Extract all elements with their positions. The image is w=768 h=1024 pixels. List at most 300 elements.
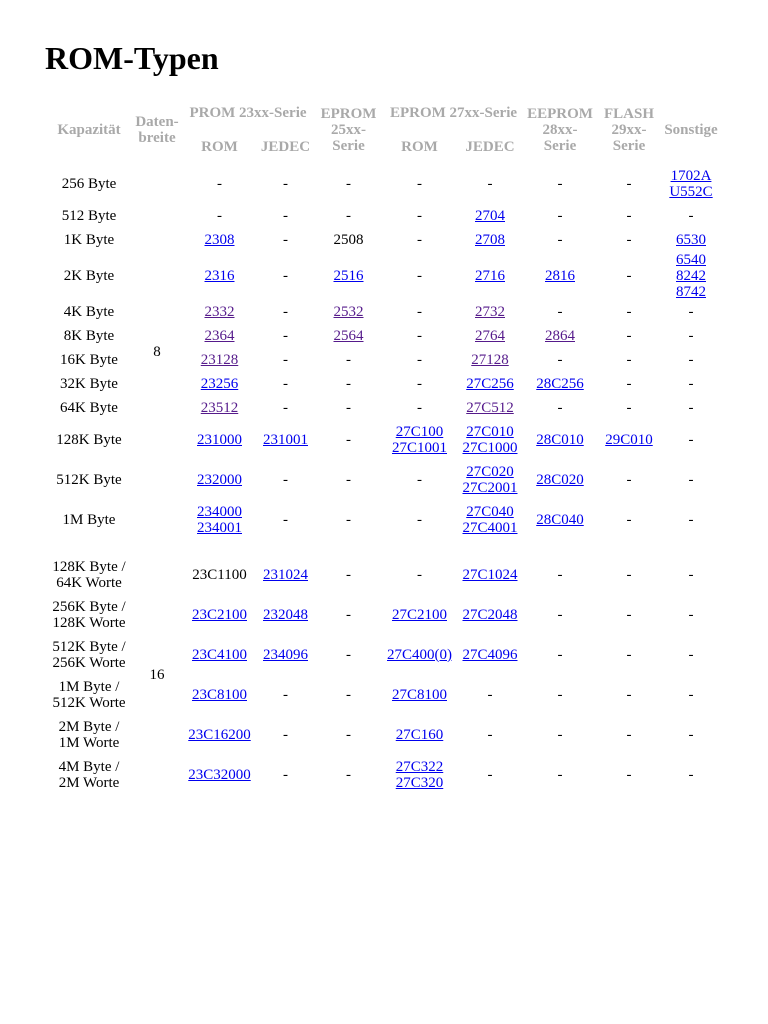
capacity-text: 4M Byte / bbox=[58, 759, 120, 775]
cell-sonstige bbox=[662, 348, 720, 372]
capacity-cell bbox=[46, 396, 132, 420]
cell-sonstige bbox=[662, 204, 720, 228]
cell-eprom27-jedec bbox=[456, 252, 524, 300]
table-body bbox=[46, 164, 720, 795]
cell-line bbox=[314, 328, 383, 344]
cell-prom-jedec bbox=[257, 460, 314, 500]
capacity-text: 8K Byte bbox=[63, 328, 115, 344]
capacity-text: 512K Byte / bbox=[52, 639, 126, 655]
cell-eprom27-rom bbox=[383, 252, 456, 300]
chip-link[interactable]: 2864 bbox=[545, 328, 575, 344]
chip-link[interactable]: 6530 bbox=[676, 232, 706, 248]
empty-dash: - bbox=[626, 352, 632, 368]
cell-line bbox=[383, 440, 456, 456]
cell-flash29 bbox=[596, 228, 662, 252]
cell-line bbox=[456, 232, 524, 248]
chip-link[interactable]: 2716 bbox=[475, 268, 505, 284]
chip-link[interactable]: 23C32000 bbox=[188, 767, 251, 783]
cell-flash29 bbox=[596, 300, 662, 324]
empty-dash: - bbox=[557, 567, 563, 583]
chip-link[interactable]: 231000 bbox=[197, 432, 242, 448]
chip-link[interactable]: 2516 bbox=[333, 268, 364, 284]
cell-line bbox=[456, 480, 524, 496]
cell-line bbox=[383, 687, 456, 703]
empty-dash: - bbox=[557, 767, 563, 783]
cell-eeprom28 bbox=[524, 635, 596, 675]
empty-dash: - bbox=[688, 432, 694, 448]
chip-link[interactable]: 27C040 bbox=[466, 504, 514, 520]
cell-line bbox=[456, 424, 524, 440]
capacity-cell bbox=[46, 228, 132, 252]
cell-prom-jedec bbox=[257, 396, 314, 420]
cell-prom-rom bbox=[182, 252, 257, 300]
chip-link[interactable]: 2308 bbox=[204, 232, 235, 248]
cell-line bbox=[524, 376, 596, 392]
empty-dash: - bbox=[688, 567, 694, 583]
header-eprom27-rom: ROM bbox=[401, 139, 438, 155]
empty-dash: - bbox=[417, 472, 422, 488]
cell-eeprom28 bbox=[524, 204, 596, 228]
cell-eprom27-rom bbox=[383, 595, 456, 635]
chip-link[interactable]: 23256 bbox=[200, 376, 239, 392]
cell-prom-jedec bbox=[257, 372, 314, 396]
cell-eprom27-rom bbox=[383, 460, 456, 500]
cell-line bbox=[257, 567, 314, 583]
cell-eeprom28 bbox=[524, 164, 596, 204]
empty-dash: - bbox=[346, 687, 351, 703]
cell-line bbox=[383, 727, 456, 743]
header-flash-29xx: FLASH 29xx- Serie bbox=[603, 106, 654, 154]
cell-line bbox=[182, 304, 257, 320]
empty-dash: - bbox=[557, 232, 563, 248]
chip-link[interactable]: 234000 bbox=[197, 504, 242, 520]
empty-dash: - bbox=[346, 432, 351, 448]
empty-dash: - bbox=[217, 176, 222, 192]
capacity-text: 512K Worte bbox=[52, 695, 126, 711]
empty-dash: - bbox=[626, 328, 632, 344]
cell-prom-rom bbox=[182, 460, 257, 500]
cell-eprom25 bbox=[314, 755, 383, 795]
cell-line bbox=[662, 168, 720, 184]
cell-line bbox=[257, 607, 314, 623]
empty-dash: - bbox=[688, 727, 694, 743]
cell-prom-rom bbox=[182, 228, 257, 252]
cell-eprom27-jedec bbox=[456, 420, 524, 460]
cell-prom-jedec bbox=[257, 595, 314, 635]
cell-flash29 bbox=[596, 204, 662, 228]
empty-dash: - bbox=[626, 607, 632, 623]
cell-line bbox=[456, 268, 524, 284]
cell-prom-rom bbox=[182, 420, 257, 460]
empty-dash: - bbox=[626, 512, 632, 528]
empty-dash: - bbox=[626, 376, 632, 392]
cell-text: 23C1100 bbox=[192, 567, 247, 583]
cell-prom-jedec bbox=[257, 635, 314, 675]
cell-line bbox=[182, 767, 257, 783]
cell-sonstige bbox=[662, 396, 720, 420]
empty-dash: - bbox=[688, 607, 694, 623]
empty-dash: - bbox=[626, 567, 632, 583]
capacity-text: 128K Byte bbox=[56, 432, 122, 448]
chip-link[interactable]: 2364 bbox=[204, 328, 235, 344]
cell-prom-rom bbox=[182, 755, 257, 795]
cell-line bbox=[524, 512, 596, 528]
capacity-text: 1K Byte bbox=[63, 232, 115, 248]
empty-dash: - bbox=[417, 352, 422, 368]
capacity-cell bbox=[46, 300, 132, 324]
chip-link[interactable]: 2316 bbox=[204, 268, 235, 284]
capacity-text: 2K Byte bbox=[63, 268, 115, 284]
cell-prom-rom bbox=[182, 348, 257, 372]
empty-dash: - bbox=[487, 176, 493, 192]
cell-eprom27-jedec bbox=[456, 348, 524, 372]
chip-link[interactable]: 27C256 bbox=[466, 376, 514, 392]
capacity-cell bbox=[46, 755, 132, 795]
cell-line bbox=[182, 727, 257, 743]
cell-eprom27-rom bbox=[383, 396, 456, 420]
capacity-cell bbox=[46, 715, 132, 755]
capacity-cell bbox=[46, 324, 132, 348]
chip-link[interactable]: 23C16200 bbox=[188, 727, 251, 743]
chip-link[interactable]: 1702A bbox=[670, 168, 712, 184]
chip-link[interactable]: 27C020 bbox=[466, 464, 514, 480]
chip-link[interactable]: 2732 bbox=[475, 304, 505, 320]
cell-eprom27-jedec bbox=[456, 300, 524, 324]
chip-link[interactable]: 6540 bbox=[676, 252, 706, 268]
empty-dash: - bbox=[346, 567, 351, 583]
empty-dash: - bbox=[626, 472, 632, 488]
cell-prom-rom bbox=[182, 372, 257, 396]
cell-eprom27-rom bbox=[383, 635, 456, 675]
empty-dash: - bbox=[417, 512, 422, 528]
capacity-text: 16K Byte bbox=[60, 352, 118, 368]
capacity-cell bbox=[46, 252, 132, 300]
empty-dash: - bbox=[417, 567, 422, 583]
chip-link[interactable]: 2332 bbox=[204, 304, 235, 320]
cell-eprom27-rom bbox=[383, 372, 456, 396]
cell-line bbox=[257, 432, 314, 448]
capacity-cell bbox=[46, 675, 132, 715]
chip-link[interactable]: 28C256 bbox=[536, 376, 584, 392]
cell-line bbox=[383, 775, 456, 791]
header-eeprom-28xx: EEPROM 28xx- Serie bbox=[527, 106, 593, 154]
cell-prom-jedec bbox=[257, 348, 314, 372]
cell-flash29 bbox=[596, 164, 662, 204]
cell-sonstige bbox=[662, 595, 720, 635]
cell-prom-rom bbox=[182, 555, 257, 595]
table-row bbox=[46, 164, 720, 204]
chip-link[interactable]: 231024 bbox=[263, 567, 308, 583]
cell-line bbox=[182, 472, 257, 488]
empty-dash: - bbox=[283, 472, 288, 488]
cell-eprom27-jedec bbox=[456, 396, 524, 420]
cell-line bbox=[456, 567, 524, 583]
empty-dash: - bbox=[557, 687, 563, 703]
capacity-text: 32K Byte bbox=[60, 376, 118, 392]
empty-dash: - bbox=[626, 647, 632, 663]
cell-line bbox=[257, 647, 314, 663]
cell-prom-rom bbox=[182, 300, 257, 324]
cell-prom-jedec bbox=[257, 324, 314, 348]
empty-dash: - bbox=[688, 512, 694, 528]
chip-link[interactable]: 27C2048 bbox=[462, 607, 518, 623]
chip-link[interactable]: 27C512 bbox=[466, 400, 514, 416]
empty-dash: - bbox=[283, 376, 288, 392]
cell-line bbox=[182, 352, 257, 368]
chip-link[interactable]: 232048 bbox=[263, 607, 308, 623]
cell-prom-rom bbox=[182, 715, 257, 755]
chip-link[interactable]: 231001 bbox=[263, 432, 308, 448]
cell-text: 2508 bbox=[333, 232, 364, 248]
chip-link[interactable]: 27C4096 bbox=[462, 647, 518, 663]
cell-eprom27-rom bbox=[383, 300, 456, 324]
chip-link[interactable]: 27C320 bbox=[395, 775, 444, 791]
cell-prom-jedec bbox=[257, 715, 314, 755]
capacity-cell bbox=[46, 204, 132, 228]
header-datenbreite: Daten- breite bbox=[135, 114, 179, 146]
cell-line bbox=[456, 376, 524, 392]
cell-prom-rom bbox=[182, 675, 257, 715]
cell-sonstige bbox=[662, 252, 720, 300]
empty-dash: - bbox=[346, 176, 351, 192]
cell-eeprom28 bbox=[524, 252, 596, 300]
cell-eeprom28 bbox=[524, 372, 596, 396]
cell-eprom27-jedec bbox=[456, 675, 524, 715]
empty-dash: - bbox=[346, 727, 351, 743]
capacity-text: 512 Byte bbox=[61, 208, 117, 224]
empty-dash: - bbox=[283, 512, 288, 528]
chip-link[interactable]: 23C8100 bbox=[191, 687, 247, 703]
cell-prom-rom bbox=[182, 164, 257, 204]
chip-link[interactable]: 27C100 bbox=[395, 424, 444, 440]
capacity-text: 2M Worte bbox=[58, 775, 120, 791]
empty-dash: - bbox=[346, 607, 351, 623]
cell-sonstige bbox=[662, 675, 720, 715]
cell-eprom27-rom bbox=[383, 420, 456, 460]
chip-link[interactable]: 234096 bbox=[263, 647, 308, 663]
empty-dash: - bbox=[688, 687, 694, 703]
cell-eprom27-jedec bbox=[456, 715, 524, 755]
cell-prom-jedec bbox=[257, 500, 314, 540]
empty-dash: - bbox=[626, 767, 632, 783]
cell-line bbox=[383, 647, 456, 663]
empty-dash: - bbox=[283, 352, 288, 368]
cell-sonstige bbox=[662, 460, 720, 500]
cell-line bbox=[182, 328, 257, 344]
chip-link[interactable]: 27C4001 bbox=[462, 520, 518, 536]
empty-dash: - bbox=[688, 304, 694, 320]
capacity-text: 256K Worte bbox=[52, 655, 126, 671]
empty-dash: - bbox=[557, 607, 563, 623]
cell-eeprom28 bbox=[524, 755, 596, 795]
empty-dash: - bbox=[417, 208, 422, 224]
cell-eprom27-jedec bbox=[456, 324, 524, 348]
empty-dash: - bbox=[283, 687, 288, 703]
header-eprom-27xx: EPROM 27xx-Serie bbox=[389, 105, 518, 121]
cell-flash29 bbox=[596, 715, 662, 755]
cell-line bbox=[596, 432, 662, 448]
cell-line bbox=[456, 328, 524, 344]
chip-link[interactable]: 27C8100 bbox=[391, 687, 447, 703]
empty-dash: - bbox=[283, 268, 288, 284]
capacity-cell bbox=[46, 420, 132, 460]
cell-eeprom28 bbox=[524, 300, 596, 324]
cell-prom-rom bbox=[182, 595, 257, 635]
chip-link[interactable]: 2564 bbox=[333, 328, 364, 344]
capacity-text: 256 Byte bbox=[61, 176, 117, 192]
cell-prom-jedec bbox=[257, 675, 314, 715]
cell-eprom25 bbox=[314, 500, 383, 540]
chip-link[interactable]: 2816 bbox=[545, 268, 575, 284]
chip-link[interactable]: 232000 bbox=[197, 472, 242, 488]
cell-line bbox=[524, 268, 596, 284]
cell-eprom27-rom bbox=[383, 500, 456, 540]
empty-dash: - bbox=[346, 472, 351, 488]
cell-eeprom28 bbox=[524, 500, 596, 540]
chip-link[interactable]: 27C400(0) bbox=[387, 647, 452, 663]
empty-dash: - bbox=[346, 400, 351, 416]
cell-eeprom28 bbox=[524, 420, 596, 460]
empty-dash: - bbox=[283, 328, 288, 344]
cell-eprom25 bbox=[314, 300, 383, 324]
empty-dash: - bbox=[557, 727, 563, 743]
cell-prom-jedec bbox=[257, 252, 314, 300]
empty-dash: - bbox=[417, 268, 422, 284]
cell-sonstige bbox=[662, 555, 720, 595]
chip-link[interactable]: 27C1024 bbox=[462, 567, 518, 583]
cell-flash29 bbox=[596, 348, 662, 372]
chip-link[interactable]: 2704 bbox=[475, 208, 505, 224]
cell-eeprom28 bbox=[524, 348, 596, 372]
cell-sonstige bbox=[662, 500, 720, 540]
cell-sonstige bbox=[662, 420, 720, 460]
cell-prom-jedec bbox=[257, 755, 314, 795]
empty-dash: - bbox=[626, 208, 632, 224]
cell-line bbox=[456, 304, 524, 320]
cell-flash29 bbox=[596, 396, 662, 420]
page-title: ROM-Typen bbox=[45, 40, 219, 76]
empty-dash: - bbox=[688, 767, 694, 783]
capacity-cell bbox=[46, 555, 132, 595]
chip-link[interactable]: 27C010 bbox=[466, 424, 514, 440]
empty-dash: - bbox=[417, 400, 422, 416]
capacity-text: 64K Worte bbox=[56, 575, 122, 591]
empty-dash: - bbox=[283, 727, 288, 743]
cell-eprom27-rom bbox=[383, 755, 456, 795]
cell-eprom27-jedec bbox=[456, 635, 524, 675]
cell-line bbox=[182, 376, 257, 392]
cell-sonstige bbox=[662, 635, 720, 675]
cell-prom-rom bbox=[182, 500, 257, 540]
chip-link[interactable]: 28C010 bbox=[536, 432, 584, 448]
cell-sonstige bbox=[662, 372, 720, 396]
chip-link[interactable]: 234001 bbox=[197, 520, 242, 536]
chip-link[interactable]: 27C2001 bbox=[462, 480, 518, 496]
capacity-cell bbox=[46, 348, 132, 372]
cell-line bbox=[182, 647, 257, 663]
cell-line bbox=[456, 647, 524, 663]
cell-flash29 bbox=[596, 500, 662, 540]
cell-line bbox=[182, 232, 257, 248]
cell-line bbox=[182, 432, 257, 448]
cell-line bbox=[662, 232, 720, 248]
cell-prom-rom bbox=[182, 324, 257, 348]
empty-dash: - bbox=[487, 727, 493, 743]
chip-link[interactable]: 28C020 bbox=[536, 472, 584, 488]
cell-flash29 bbox=[596, 595, 662, 635]
cell-eprom25 bbox=[314, 420, 383, 460]
cell-eprom25 bbox=[314, 204, 383, 228]
cell-line bbox=[662, 252, 720, 268]
cell-line bbox=[182, 504, 257, 520]
empty-dash: - bbox=[417, 328, 422, 344]
header-kapazitaet: Kapazität bbox=[57, 122, 121, 138]
capacity-text: 1M Worte bbox=[58, 735, 120, 751]
chip-link[interactable]: U552C bbox=[669, 184, 713, 200]
empty-dash: - bbox=[626, 687, 632, 703]
cell-flash29 bbox=[596, 635, 662, 675]
cell-eprom25 bbox=[314, 228, 383, 252]
chip-link[interactable]: 28C040 bbox=[536, 512, 584, 528]
capacity-text: 128K Worte bbox=[52, 615, 126, 631]
cell-eprom27-rom bbox=[383, 348, 456, 372]
cell-flash29 bbox=[596, 372, 662, 396]
cell-eprom25 bbox=[314, 348, 383, 372]
chip-link[interactable]: 8242 bbox=[676, 268, 706, 284]
cell-line bbox=[456, 440, 524, 456]
cell-eprom25 bbox=[314, 595, 383, 635]
cell-flash29 bbox=[596, 755, 662, 795]
empty-dash: - bbox=[626, 268, 632, 284]
header-prom-jedec: JEDEC bbox=[260, 139, 311, 155]
chip-link[interactable]: 27C160 bbox=[395, 727, 444, 743]
chip-link[interactable]: 2532 bbox=[333, 304, 364, 320]
chip-link[interactable]: 27C1000 bbox=[462, 440, 518, 456]
empty-dash: - bbox=[626, 176, 632, 192]
cell-eeprom28 bbox=[524, 228, 596, 252]
chip-link[interactable]: 8742 bbox=[676, 284, 706, 300]
empty-dash: - bbox=[688, 376, 694, 392]
cell-eeprom28 bbox=[524, 555, 596, 595]
empty-dash: - bbox=[283, 767, 288, 783]
cell-eprom25 bbox=[314, 715, 383, 755]
cell-line bbox=[182, 607, 257, 623]
chip-link[interactable]: 27C2100 bbox=[391, 607, 447, 623]
chip-link[interactable]: 27128 bbox=[471, 352, 509, 368]
empty-dash: - bbox=[487, 687, 493, 703]
empty-dash: - bbox=[346, 352, 351, 368]
empty-dash: - bbox=[346, 512, 351, 528]
chip-link[interactable]: 2764 bbox=[475, 328, 505, 344]
chip-link[interactable]: 23128 bbox=[200, 352, 239, 368]
chip-link[interactable]: 23C4100 bbox=[191, 647, 247, 663]
chip-link[interactable]: 2708 bbox=[475, 232, 505, 248]
cell-line bbox=[662, 184, 720, 200]
empty-dash: - bbox=[283, 232, 288, 248]
empty-dash: - bbox=[283, 176, 288, 192]
cell-prom-jedec bbox=[257, 204, 314, 228]
capacity-cell bbox=[46, 635, 132, 675]
chip-link[interactable]: 27C322 bbox=[395, 759, 444, 775]
chip-link[interactable]: 27C1001 bbox=[391, 440, 447, 456]
cell-eprom27-jedec bbox=[456, 228, 524, 252]
empty-dash: - bbox=[557, 647, 563, 663]
chip-link[interactable]: 23512 bbox=[200, 400, 239, 416]
cell-sonstige bbox=[662, 715, 720, 755]
chip-link[interactable]: 29C010 bbox=[605, 432, 653, 448]
cell-prom-rom bbox=[182, 204, 257, 228]
chip-link[interactable]: 23C2100 bbox=[191, 607, 247, 623]
